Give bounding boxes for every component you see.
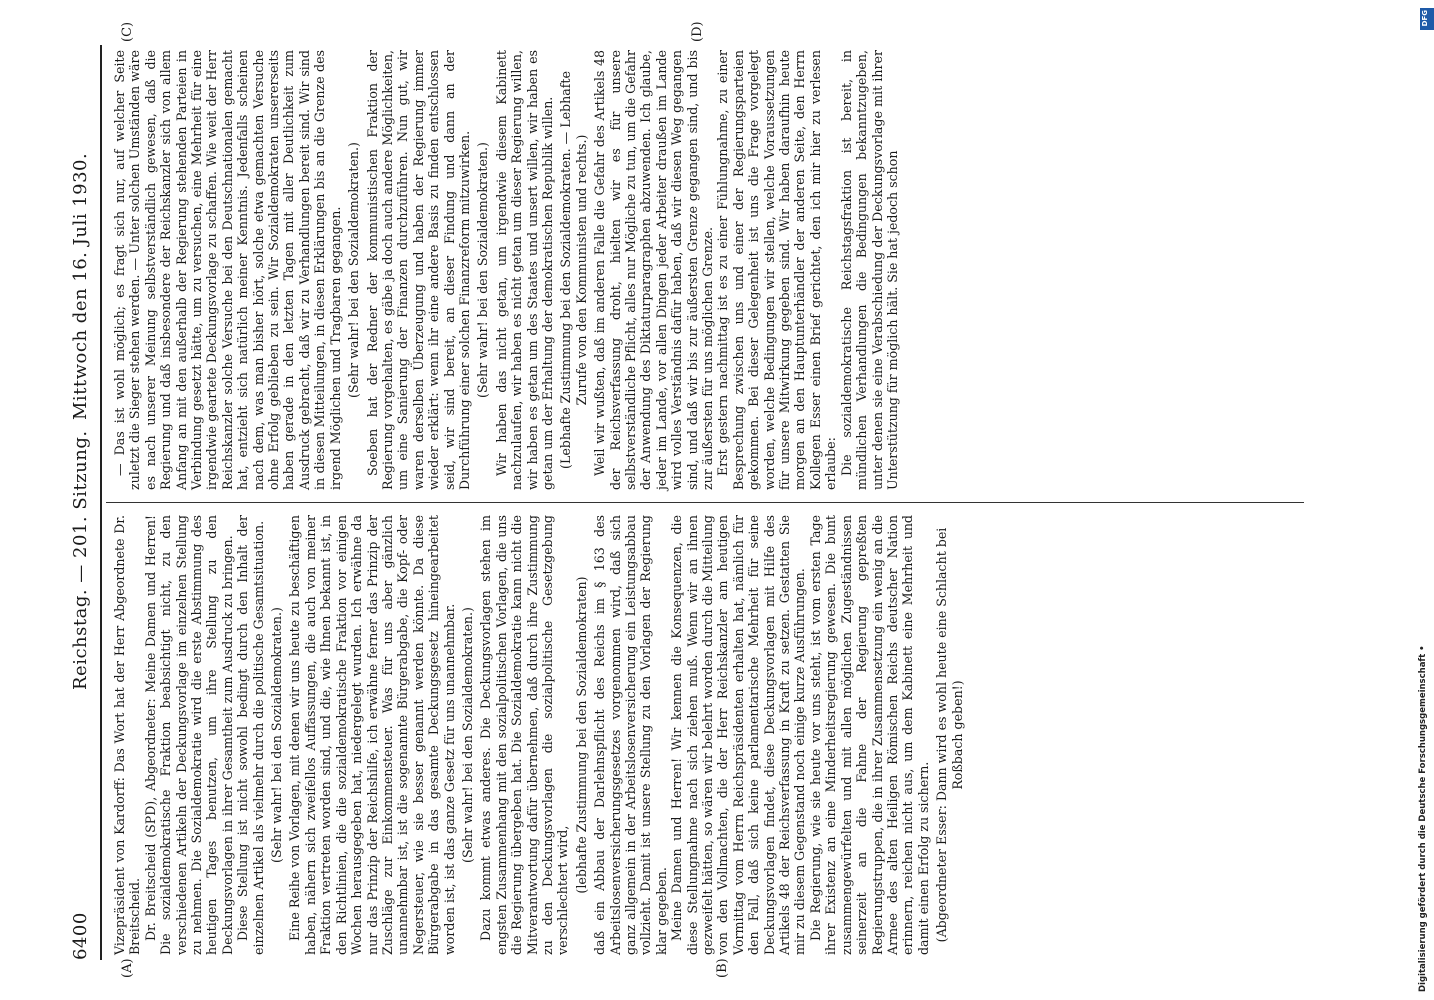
- paragraph: Dazu kommt etwas anderes. Die Deckungsvorlagen stehen im engsten Zusammenhang mit den sozialpolitischen Vorlagen, die uns die Regierung übergeben hat. Die Sozialdemokratie kann nicht die Mitverantwortung dafür übernehmen, daß durch ihre Zustimmung zu den Deckungsvorlagen die sozialpolitische Gesetzgebung verschlechtert wird,: [478, 515, 571, 955]
- paragraph: Soeben hat der Redner der kommunistischen Fraktion der Regierung vorgehalten, es gäbe ja doch auch andere Möglichkeiten, um eine Sanierung der Finanzen durchzuführen. Nun gut, wir waren derselben Überzeugung und haben der Regierung immer wieder erklärt: wenn ihr eine andere Basis zu finden entschlossen seid, wir sind bereit, an dieser Findung und dann an der Durchführung einer solchen Finanzreform mitzuwirken.: [364, 50, 472, 490]
- paragraph: — Das ist wohl möglich; es fragt sich nur, auf welcher Seite zuletzt die Sieger stehen werden. — Unter solchen Umständen wäre es nach unserer Meinung selbstverständlich gewesen, daß die Regierung und daß insbesondere der Reichskanzler sich von allem Anfang an mit den außerhalb der Regierung stehenden Parteien in Verbindung gesetzt hätte, um zu versuchen, eine Mehrheit für eine irgendwie geartete Deckungsvorlage zu schaffen. Wie weit der Herr Reichskanzler solche Versuche bei den Deutschnationalen gemacht hat, entzieht sich natürlich meiner Kenntnis. Jedenfalls scheinen nach dem, was man bisher hört, solche etwa gemachten Versuche ohne Erfolg geblieben zu sein. Wir Sozialdemokraten unsererseits haben gerade in den letzten Tagen mit aller Deutlichkeit zum Ausdruck gebracht, daß wir zu Verhandlungen bereit sind. Wir sind in diesen Mitteilungen, in diesen Erklärungen bis an die Grenze des irgend Möglichen und Tragbaren gegangen.: [112, 50, 343, 490]
- header-center: Reichstag. — 201. Sitzung.: [70, 430, 91, 690]
- dfg-logo: DFG: [1420, 8, 1434, 30]
- interjection: (Abgeordneter Esser: Dann wird es wohl heute eine Schlacht bei Roßbach geben!): [934, 527, 965, 943]
- left-column: [112, 515, 968, 955]
- margin-mark-c: (C): [120, 21, 135, 42]
- paragraph: Wir haben das nicht getan, um irgendwie diesem Kabinett nachzulaufen, wir haben es nicht getan um dieser Regierung willen, wir haben es getan um des Staates und unsert willen, wir haben es getan um der Erhaltung der demokratischen Republik willen.: [493, 50, 555, 490]
- margin-mark-d: (D): [690, 21, 705, 42]
- interjection: (Sehr wahr! bei den Sozialdemokraten.): [346, 142, 362, 398]
- interjection: (Lebhafte Zustimmung bei den Sozialdemokraten. — Lebhafte Zurufe von den Kommunisten und rechts.): [558, 71, 589, 469]
- paragraph: Dr. Breitscheid (SPD), Abgeordneter: Meine Damen und Herren! Die sozialdemokratische Fraktion beabsichtigt nicht, zu den verschiedenen Artikeln der Deckungsvorlage im einzelnen Stellung zu nehmen. Die Sozialdemokratie wird die erste Abstimmung des heutigen Tages benutzen, um ihre Stellung zu den Deckungsvorlagen in ihrer Gesamtheit zum Ausdruck zu bringen.: [142, 515, 235, 955]
- paragraph: Meine Damen und Herren! Wir kennen die Konsequenzen, die diese Stellungnahme nach sich ziehen muß. Wenn wir an ihnen gezweifelt hätten, so wären wir belehrt worden durch die Mitteilung von den Vollmachten, die der Herr Reichskanzler am heutigen Vormittag vom Herrn Reichspräsidenten erhalten hat, nämlich für den Fall, daß sich keine parlamentarische Mehrheit für seine Deckungsvorlagen findet, diese Deckungsvorlagen mit Hilfe des Artikels 48 der Reichsverfassung in Kraft zu setzen. Gestatten Sie mir zu diesem Gegenstand noch einige kurze Ausführungen.: [669, 515, 808, 955]
- paragraph: Vizepräsident von Kardorff: Das Wort hat der Herr Abgeordnete Dr. Breitscheid.: [112, 515, 143, 955]
- paragraph: Erst gestern nachmittag ist es zu einer Fühlungnahme, zu einer Besprechung zwischen uns und einer der Regierungsparteien gekommen. Bei dieser Gelegenheit ist uns die Frage vorgelegt worden, welche Bedingungen wir stellen, welche Voraussetzungen für unsere Mitwirkung gegeben sind. Wir haben daraufhin heute morgen an den Hauptunterhändler der anderen Seite, den Herrn Kollegen Esser einen Brief gerichtet, den ich mir hier zu verlesen erlaube:: [715, 50, 839, 490]
- digitization-credit: [1418, 8, 1434, 992]
- paragraph: Diese Stellung ist nicht sowohl bedingt durch den Inhalt der einzelnen Artikel als vielmehr durch die politische Gesamtsituation.: [235, 515, 266, 955]
- page-number: 6400: [70, 912, 91, 960]
- credit-text: Digitalisierung gefördert durch die Deutsche Forschungsgemeinschaft •: [1418, 645, 1428, 992]
- column-divider: [106, 502, 1304, 503]
- margin-mark-a: (A): [120, 958, 135, 978]
- interjection: (Sehr wahr! bei den Sozialdemokraten.): [475, 142, 491, 398]
- paragraph: Weil wir wußten, daß im anderen Falle die Gefahr des Artikels 48 der Reichsverfassung droht, hielten wir es für unsere selbstverständliche Pflicht, alles nur Mögliche zu tun, um die Gefahr der Anwendung des Diktaturparagraphen abzuwenden. Ich glaube, jeder im Lande, vor allen Dingen jeder Arbeiter draußen im Lande wird volles Verständnis dafür haben, daß wir diesen Weg gegangen sind, und daß wir bis zur äußersten Grenze gegangen sind, und bis zur äußersten für uns möglichen Grenze.: [592, 50, 716, 490]
- interjection: (Sehr wahr! bei den Sozialdemokraten.): [269, 607, 285, 863]
- interjection: (lebhafte Zustimmung bei den Sozialdemokraten): [573, 576, 589, 894]
- paragraph: Eine Reihe von Vorlagen, mit denen wir uns heute zu beschäftigen haben, nähern sich zweifellos Auffassungen, die auch von meiner Fraktion vertreten worden sind, und die, wie Ihnen bekannt ist, in den Richtlinien, die die sozialdemokratische Fraktion vor einigen Wochen herausgegeben hat, niedergelegt wurden. Ich erwähne da nur das Prinzip der Reichshilfe, ich erwähne ferner das Prinzip der Zuschläge zur Einkommensteuer. Was für uns aber gänzlich unannehmbar ist, ist die sogenannte Bürgerabgabe, die Kopf- oder Negersteuer, wie sie besser genannt werden könnte. Da diese Bürgerabgabe in das gesamte Deckungsgesetz hineingearbeitet worden ist, ist das ganze Gesetz für uns unannehmbar.: [287, 515, 457, 955]
- paragraph: Die sozialdemokratische Reichstagsfraktion ist bereit, in mündlichen Verhandlungen die Bedingungen bekanntzugeben, unter denen sie eine Verabschiedung der Deckungsvorlage mit ihrer Unterstützung für möglich hält. Sie hat jedoch schon: [838, 50, 900, 490]
- header-rule: [100, 45, 102, 960]
- paragraph: daß ein Abbau der Darlehnspflicht des Reichs im § 163 des Arbeitslosenversicherungsgesetzes vorgenommen wird, daß sich ganz allgemein in der Arbeitslosenversicherung ein Leistungsabbau vollzieht. Damit ist unsere Stellung zu den Vorlagen der Regierung klar gegeben.: [592, 515, 669, 955]
- right-column: [112, 50, 900, 490]
- header-date: Mittwoch den 16. Juli 1930.: [70, 152, 91, 420]
- running-header: [70, 45, 100, 960]
- interjection: (Sehr wahr! bei den Sozialdemokraten.): [459, 607, 475, 863]
- margin-mark-b: (B): [715, 958, 730, 978]
- paragraph: Die Regierung, wie sie heute vor uns steht, ist vom ersten Tage ihrer Existenz an eine Minderheitsregierung gewesen. Die bunt zusammengewürfelten und mit allen möglichen Zugeständnissen seinerzeit an die Fahne der Regierung gepreßten Regierungstruppen, die in ihrer Zusammensetzung ein wenig an die Armee des alten Heiligen Römischen Reichs deutscher Nation erinnern, reichen nicht aus, um dem Kabinett eine Mehrheit und damit einen Erfolg zu sichern.: [807, 515, 931, 955]
